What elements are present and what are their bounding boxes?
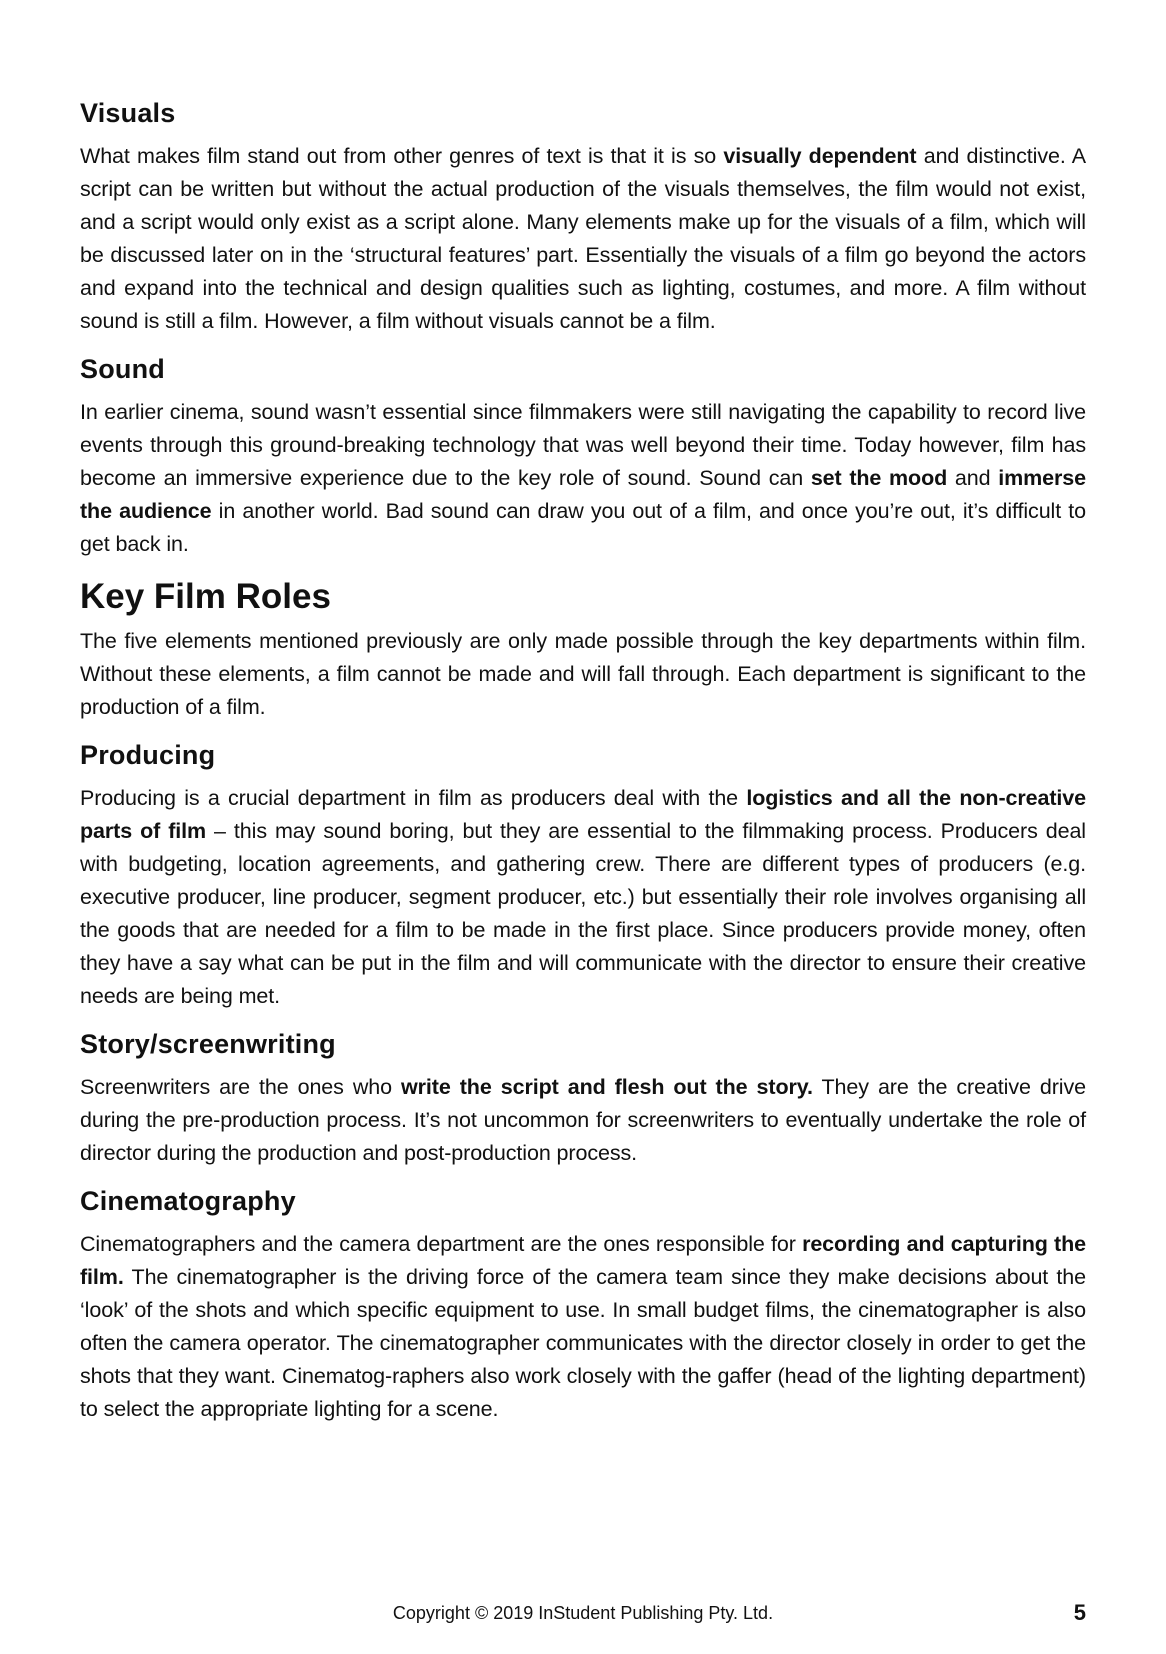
heading-producing: Producing	[80, 740, 216, 770]
paragraph-cinematography	[80, 1228, 1086, 1426]
paragraph-producing	[80, 782, 1086, 1013]
copyright-text: Copyright © 2019 InStudent Publishing Pty. Ltd.	[392, 1603, 774, 1623]
heading-key-film-roles: Key Film Roles	[80, 577, 331, 616]
page-number: 5	[1073, 1600, 1086, 1625]
text-span: and distinctive. A script can be written but without the actual production of the visuals themselves, the film would not exist, and a script would only exist as a script alone. Many elements make up for the visuals of a film, which will be discussed later on in the ‘structural features’ part. Essentially the visuals of a film go beyond the actors and expand into the technical and design qualities such as lighting, costumes, and more. A film without sound is still a film. However, a film without visuals cannot be a film.	[80, 144, 1086, 333]
bold-span: immerse the audience	[80, 466, 1086, 523]
heading-sound: Sound	[80, 354, 165, 384]
paragraph-visuals	[80, 140, 1086, 338]
bold-span: visually dependent	[723, 144, 917, 168]
text-span: They are the creative drive during the pre-production process. It’s not uncommon for screenwriters to eventually undertake the role of director during the production and post-production process.	[80, 1075, 1086, 1165]
heading-visuals: Visuals	[80, 98, 176, 128]
bold-span: write the script and flesh out the story.	[401, 1075, 813, 1099]
paragraph-story-screenwriting	[80, 1071, 1086, 1170]
text-span: In earlier cinema, sound wasn’t essential since filmmakers were still navigating the capability to record live events through this ground-breaking technology that was well beyond their time. Today however, film has become an immersive experience due to the key role of sound. Sound can	[80, 400, 1086, 490]
heading-cinematography: Cinematography	[80, 1186, 296, 1216]
text-span: – this may sound boring, but they are essential to the filmmaking process. Producers deal with budgeting, location agreements, and gathering crew. There are different types of producers (e.g. executive producer, line producer, segment producer, etc.) but essentially their role involves organising all the goods that are needed for a film to be made in the first place. Since producers provide money, often they have a say what can be put in the film and will communicate with the director to ensure their creative needs are being met.	[80, 819, 1086, 1008]
text-span: in another world. Bad sound can draw you out of a film, and once you’re out, it’s difficult to get back in.	[80, 499, 1086, 556]
bold-span: set the mood	[810, 466, 948, 490]
page-content	[80, 96, 1086, 1440]
heading-story-screenwriting: Story/screenwriting	[80, 1029, 336, 1059]
text-span: What makes film stand out from other genres of text is that it is so	[80, 144, 724, 168]
paragraph-sound	[80, 396, 1086, 561]
text-span: The cinematographer is the driving force of the camera team since they make decisions about the ‘look’ of the shots and which specific equipment to use. In small budget films, the cinematographer is also often the camera operator. The cinematographer communicates with the director closely in order to get the shots that they want. Cinematog-raphers also work closely with the gaffer (head of the lighting department) to select the appropriate lighting for a scene.	[80, 1265, 1086, 1421]
text-span: Screenwriters are the ones who	[80, 1075, 402, 1099]
text-span: and	[947, 466, 999, 490]
text-span: Cinematographers and the camera department are the ones responsible for	[80, 1232, 803, 1256]
bold-span: logistics and all the non-creative parts of film	[80, 786, 1086, 843]
bold-span: recording and capturing the film.	[80, 1232, 1087, 1289]
page-footer	[0, 1598, 1166, 1628]
paragraph-key-film-roles: The five elements mentioned previously are only made possible through the key departments within film. Without these elements, a film cannot be made and will fall through. Each department is significant to the production of a film.	[80, 629, 1086, 719]
text-span: Producing is a crucial department in film as producers deal with the	[80, 786, 747, 810]
